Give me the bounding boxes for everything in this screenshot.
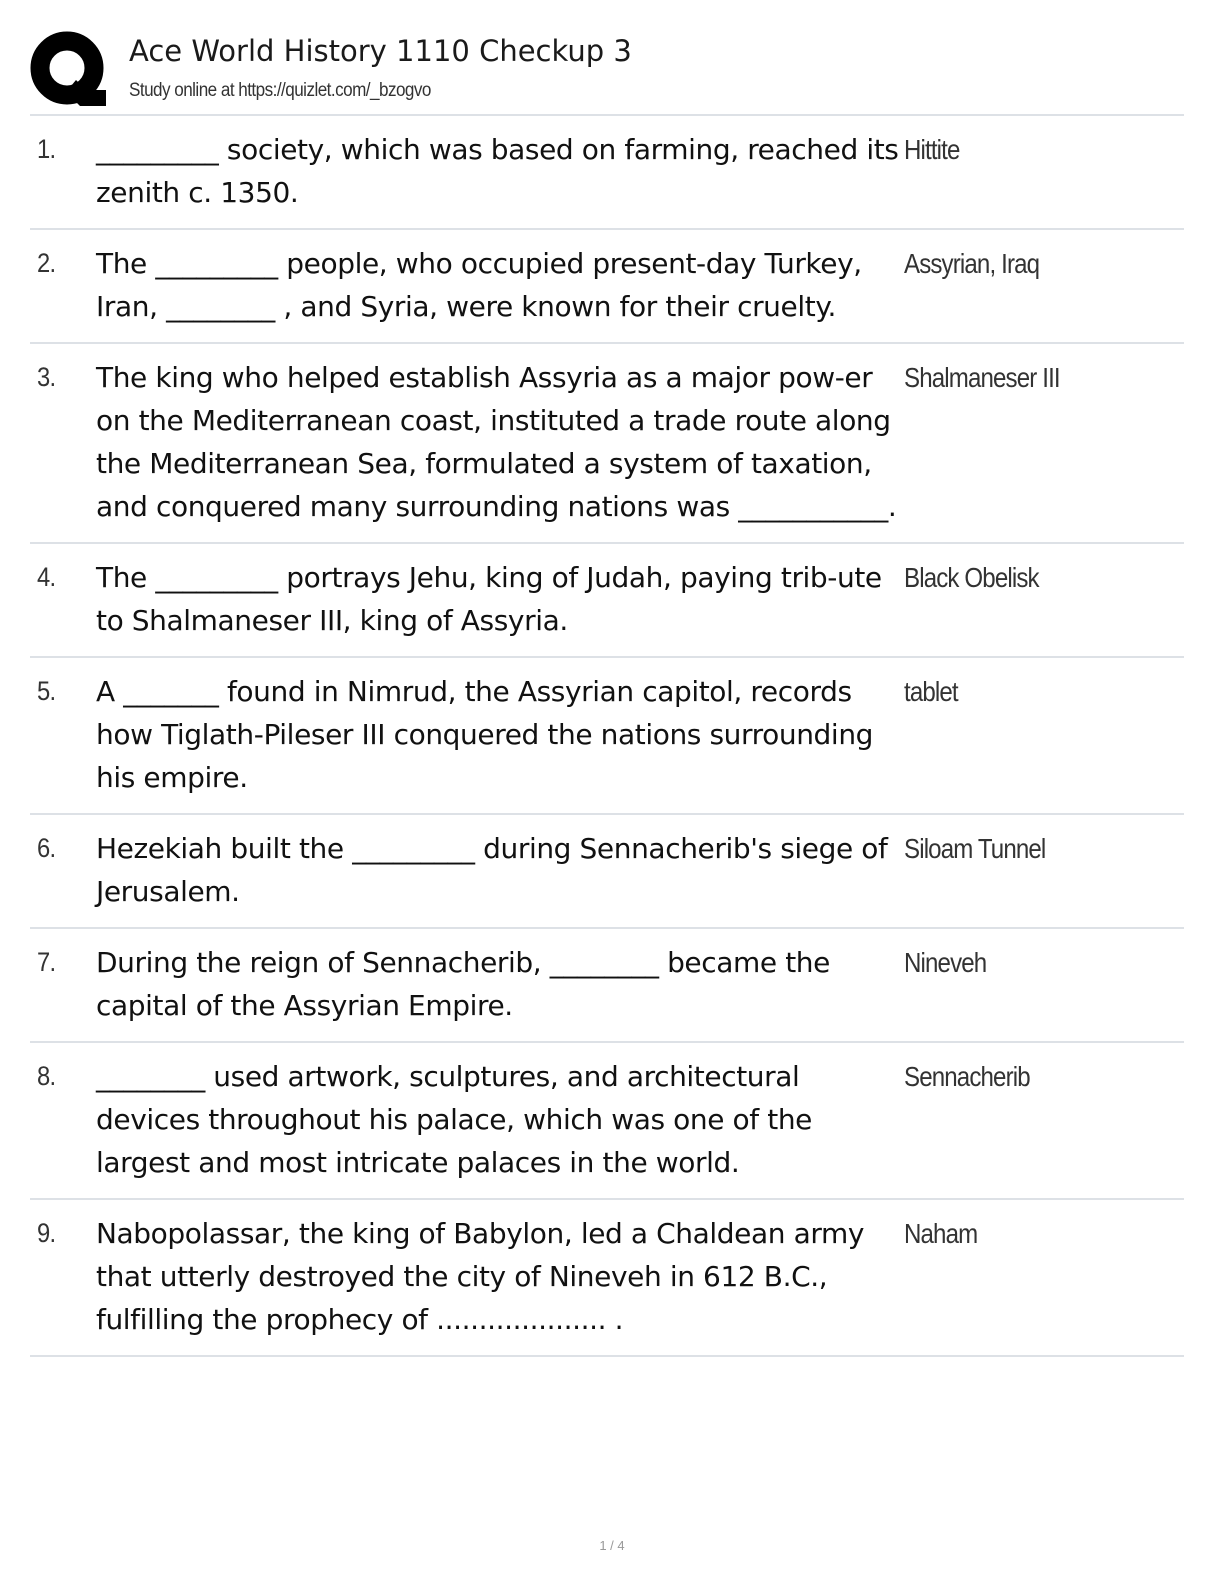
card-number: 1. — [37, 134, 56, 164]
page-header — [30, 28, 1190, 114]
flashcard-row — [30, 929, 1184, 1043]
card-term: During the reign of Sennacherib, ________ became the capital of the Assyrian Empire. — [96, 946, 830, 1022]
card-term: ________ used artwork, sculptures, and architectural devices throughout his palace, which was one of the largest and most intricate palaces in the world. — [96, 1060, 812, 1179]
card-definition: Hittite — [904, 134, 960, 165]
card-definition: Black Obelisk — [904, 562, 1039, 593]
flashcard-row — [30, 1043, 1184, 1200]
quizlet-q-logo-icon — [30, 30, 108, 108]
card-definition: tablet — [904, 676, 958, 707]
card-term: Hezekiah built the _________ during Sennacherib's siege of Jerusalem. — [96, 832, 888, 908]
card-definition: Sennacherib — [904, 1061, 1030, 1092]
card-number: 4. — [37, 562, 56, 592]
card-number: 7. — [37, 947, 56, 977]
card-term: Nabopolassar, the king of Babylon, led a Chaldean army that utterly destroyed the city of Nineveh in 612 B.C., fulfilling the prophecy of .................... . — [96, 1217, 865, 1336]
flashcard-row — [30, 658, 1184, 815]
card-number: 9. — [37, 1218, 56, 1248]
card-term: The _________ portrays Jehu, king of Judah, paying trib-ute to Shalmaneser III, king of Assyria. — [96, 561, 882, 637]
flashcard-list — [30, 114, 1184, 1357]
flashcard-row — [30, 116, 1184, 230]
card-definition: Siloam Tunnel — [904, 833, 1046, 864]
card-number: 5. — [37, 676, 56, 706]
page-indicator: 1 / 4 — [599, 1538, 625, 1553]
card-term: A _______ found in Nimrud, the Assyrian capitol, records how Tiglath-Pileser III conquered the nations surrounding his empire. — [96, 675, 874, 794]
card-definition: Assyrian, Iraq — [904, 248, 1040, 279]
flashcard-row — [30, 1200, 1184, 1357]
card-definition: Naham — [904, 1218, 978, 1249]
card-term: The _________ people, who occupied present-day Turkey, Iran, ________ , and Syria, were known for their cruelty. — [96, 247, 862, 323]
flashcard-row — [30, 230, 1184, 344]
card-number: 2. — [37, 248, 56, 278]
card-definition: Nineveh — [904, 947, 987, 978]
card-term: _________ society, which was based on farming, reached its zenith c. 1350. — [96, 133, 899, 209]
flashcard-row — [30, 815, 1184, 929]
card-number: 8. — [37, 1061, 56, 1091]
flashcard-row — [30, 544, 1184, 658]
card-definition: Shalmaneser III — [904, 362, 1060, 393]
flashcard-row — [30, 344, 1184, 544]
study-online-link-text[interactable]: Study online at https://quizlet.com/_bzogvo — [129, 80, 431, 101]
set-title: Ace World History 1110 Checkup 3 — [129, 34, 632, 68]
card-number: 6. — [37, 833, 56, 863]
card-number: 3. — [37, 362, 56, 392]
card-term: The king who helped establish Assyria as a major pow-er on the Mediterranean coast, instituted a trade route along the Mediterranean Sea, formulated a system of taxation, and conquered many surrounding nations was ___________. — [96, 361, 897, 523]
